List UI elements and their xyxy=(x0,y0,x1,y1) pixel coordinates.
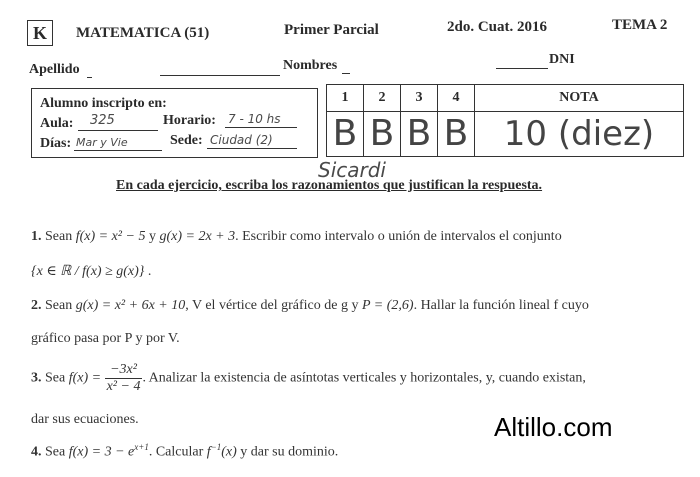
exam-variant: TEMA 2 xyxy=(612,17,668,33)
instruction-text: En cada ejercicio, escriba los razonamientos que justifican la respuesta. xyxy=(116,178,543,193)
grade-mark-4: B xyxy=(438,112,475,157)
aula-line xyxy=(78,130,158,131)
exercise-1-number: 1. xyxy=(31,229,42,244)
horario-label: Horario: xyxy=(163,113,216,128)
exercise-1-g: g(x) = 2x + 3 xyxy=(159,229,236,244)
exercise-2-g: g(x) = x² + 6x + 10 xyxy=(75,298,186,313)
nota-header: NOTA xyxy=(475,85,684,112)
nombres-line xyxy=(342,73,350,74)
exercise-4 xyxy=(31,442,338,461)
aula-label: Aula: xyxy=(40,116,74,131)
grade-header-2: 2 xyxy=(364,85,401,112)
grade-mark-1: B xyxy=(327,112,364,157)
exercise-1-pre: Sean xyxy=(45,229,73,244)
apellido-label: Apellido xyxy=(29,62,80,77)
sede-value: Ciudad (2) xyxy=(210,133,273,147)
dni-label: DNI xyxy=(549,52,575,67)
grade-mark-2: B xyxy=(364,112,401,157)
horario-line xyxy=(225,127,297,128)
exercise-4-exponent: x+1 xyxy=(134,442,149,452)
apellido-line xyxy=(87,77,92,78)
final-grade: 10 (diez) xyxy=(475,112,684,157)
dias-label: Días: xyxy=(40,136,72,151)
exam-name: Primer Parcial xyxy=(284,22,379,38)
nombres-label: Nombres xyxy=(283,58,338,73)
exercise-4-inverse-arg: (x) xyxy=(221,444,237,460)
exercise-1-line2 xyxy=(31,263,151,280)
exam-period: 2do. Cuat. 2016 xyxy=(447,19,548,35)
sede-line xyxy=(207,148,297,149)
exercise-3-number: 3. xyxy=(31,370,42,386)
grade-header-3: 3 xyxy=(401,85,438,112)
horario-value: 7 - 10 hs xyxy=(228,112,281,126)
exercise-3-line2: dar sus ecuaciones. xyxy=(31,412,139,427)
grade-mark-3: B xyxy=(401,112,438,157)
exercise-4-text: . Calcular xyxy=(148,444,204,460)
exercise-2-mid: , V el vértice del gráfico de g y xyxy=(185,298,359,313)
aula-value: 325 xyxy=(90,113,115,128)
exercise-3 xyxy=(31,362,586,395)
exercise-1-and: y xyxy=(148,229,156,244)
exercise-4-inverse: f xyxy=(206,444,211,460)
subject-title: MATEMATICA (51) xyxy=(76,25,210,41)
grade-header-1: 1 xyxy=(327,85,364,112)
exercise-4-pre: Sea xyxy=(45,444,66,460)
exercise-2-line2: gráfico pasa por P y por V. xyxy=(31,331,180,346)
exercise-4-f: f(x) = 3 − e xyxy=(68,444,135,460)
teacher-signature: Sicardi xyxy=(318,158,386,182)
exercise-4-end: y dar su dominio. xyxy=(240,444,339,460)
apellido-field-line xyxy=(160,75,280,76)
dias-line xyxy=(74,150,162,151)
dni-line xyxy=(496,68,548,69)
grade-header-4: 4 xyxy=(438,85,475,112)
dias-value: Mar y Vie xyxy=(76,136,128,149)
exercise-2 xyxy=(31,298,589,314)
exercise-2-number: 2. xyxy=(31,298,42,313)
watermark-text: Altillo.com xyxy=(494,412,613,442)
exercise-4-number: 4. xyxy=(31,444,42,460)
exercise-1-set: {x ∈ ℝ / f(x) ≥ g(x)} xyxy=(31,264,145,279)
enrollment-title: Alumno inscripto en: xyxy=(40,96,167,111)
grades-table xyxy=(326,84,684,157)
exercise-1 xyxy=(31,229,562,245)
exercise-3-pre: Sea xyxy=(45,370,66,386)
exercise-1-f: f(x) = x² − 5 xyxy=(75,229,146,244)
exercise-2-p: P = (2,6) xyxy=(361,298,414,313)
exercise-3-numerator: −3x² xyxy=(105,362,143,379)
exercise-1-end: . xyxy=(147,264,152,279)
exercise-1-text: . Escribir como intervalo o unión de intervalos el conjunto xyxy=(235,229,562,244)
exercise-3-text: . Analizar la existencia de asíntotas verticales y horizontales, y, cuando existan, xyxy=(142,370,586,386)
exercise-4-inverse-exponent: −1 xyxy=(210,442,222,452)
exercise-3-lhs: f(x) = xyxy=(68,370,102,386)
exercise-2-pre: Sean xyxy=(45,298,73,313)
exam-letter-box: K xyxy=(27,20,53,46)
sede-label: Sede: xyxy=(170,133,203,148)
exercise-3-denominator: x² − 4 xyxy=(106,379,141,394)
exercise-3-fraction xyxy=(105,362,143,395)
exercise-2-text: . Hallar la función lineal f cuyo xyxy=(413,298,589,313)
